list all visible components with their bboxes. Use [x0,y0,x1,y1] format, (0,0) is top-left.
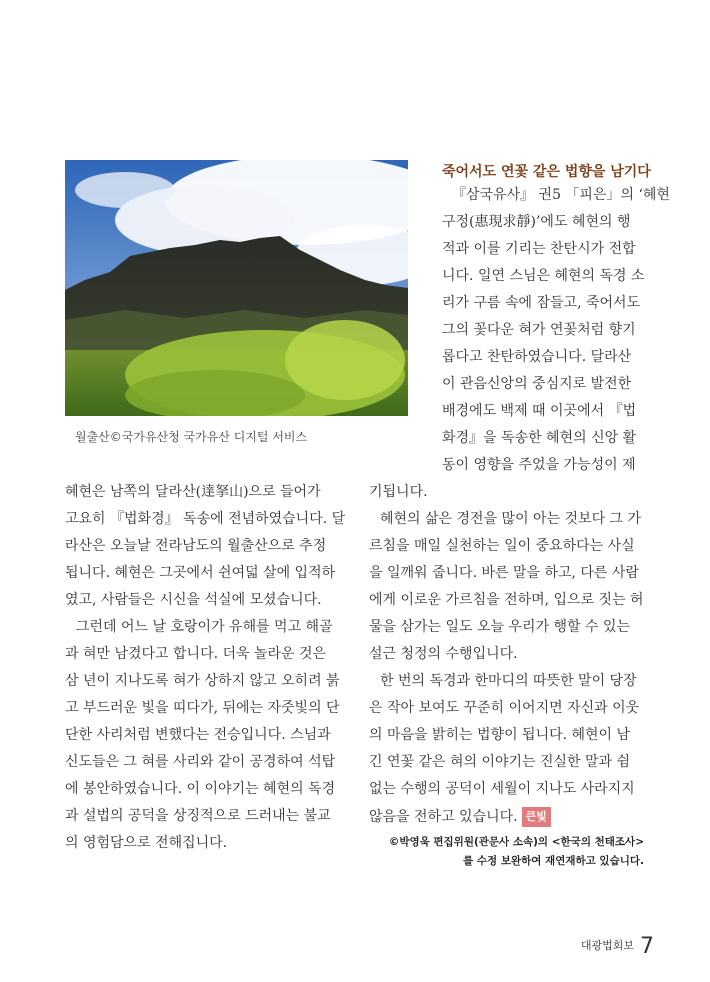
right-col-line: 설근 청정의 수행입니다. [369,646,518,662]
left-col-line: 신도들은 그 혀를 사리와 같이 공경하여 석탑 [65,754,336,770]
right-col-line: 그의 꽃다운 혀가 연꽃처럼 향기 [442,322,636,338]
left-col-line: 의 영험담으로 전해집니다. [65,835,228,851]
page-number: 7 [640,934,654,959]
right-col-line-text: 않음을 전하고 있습니다. [369,809,518,825]
left-col-line: 였고, 사람들은 시신을 석실에 모셨습니다. [65,592,322,608]
mountain-photo [65,160,408,416]
credit-line-1: ©박영욱 편집위원(관문사 소속)의 <한국의 천태조사> [388,836,644,848]
right-col-line: 동이 영향을 주었을 가능성이 제 [442,457,636,473]
left-col-line: 그런데 어느 날 호랑이가 유해를 먹고 해골 [76,619,333,635]
right-col-line: 구정(惠現求靜)’에도 혜현의 행 [442,214,631,230]
left-col-line: 고 부드러운 빛을 띠다가, 뒤에는 자줏빛의 단 [65,700,340,716]
left-col-line: 과 혀만 남겼다고 합니다. 더욱 놀라운 것은 [65,646,327,662]
right-col-line: 없는 수행의 공덕이 세월이 지나도 사라지지 [369,781,635,797]
right-col-line: 을 일깨워 줍니다. 바른 말을 하고, 다른 사람 [369,565,639,581]
section-heading: 죽어서도 연꽃 같은 법향을 남기다 [442,164,651,180]
right-col-line: 혜현의 삶은 경전을 많이 아는 것보다 그 가 [380,511,642,527]
left-col-line: 단한 사리처럼 변했다는 전승입니다. 스님과 [65,727,331,743]
left-col-line: 에 봉안하였습니다. 이 이야기는 혜현의 독경 [65,781,336,797]
left-col-line: 과 설법의 공덕을 상징적으로 드러내는 불교 [65,808,331,824]
right-col-line: 『삼국유사』 권5 「피은」의 ‘혜현 [452,187,670,203]
right-col-line: 르침을 매일 실천하는 일이 중요하다는 사실 [369,538,635,554]
right-col-line: 은 작아 보여도 꾸준히 이어지면 자신과 이웃 [369,700,640,716]
left-col-line: 혜현은 남쪽의 달라산(達拏山)으로 들어가 [65,484,321,500]
photo-caption: 월출산©국가유산청 국가유산 디지털 서비스 [75,430,308,444]
right-col-line: 의 마음을 밝히는 법향이 됩니다. 혜현이 남 [369,727,631,743]
right-col-line: 물을 삼가는 일도 오늘 우리가 행할 수 있는 [369,619,631,635]
credit-line-2: 를 수정 보완하여 재연재하고 있습니다. [463,855,644,867]
left-col-line: 삼 년이 지나도록 혀가 상하지 않고 오히려 붉 [65,673,340,689]
right-col-line: 화경』을 독송한 혜현의 신앙 활 [442,430,637,446]
right-col-last-line [369,807,551,827]
right-col-line: 리가 구름 속에 잠들고, 죽어서도 [442,295,641,311]
left-col-line: 됩니다. 혜현은 그곳에서 쉰여덟 살에 입적하 [65,565,336,581]
left-col-line: 고요히 『법화경』 독송에 전념하였습니다. 달 [65,511,346,527]
publication-name: 대광법회보 [580,939,634,952]
right-col-line: 긴 연꽃 같은 혀의 이야기는 진실한 말과 쉼 [369,754,631,770]
right-col-line: 에게 이로운 가르침을 전하며, 입으로 짓는 허 [369,592,644,608]
right-col-line: 이 관음신앙의 중심지로 발전한 [442,376,632,392]
right-col-line: 배경에도 백제 때 이곳에서 『법 [442,403,637,419]
right-col-line: 니다. 일연 스님은 혜현의 독경 소 [442,268,645,284]
right-col-line: 한 번의 독경과 한마디의 따뜻한 말이 당장 [380,673,637,689]
right-col-line: 적과 이를 기리는 찬탄시가 전합 [442,241,636,257]
page-footer [581,934,654,959]
right-col-line: 롭다고 찬탄하였습니다. 달라산 [442,349,632,365]
signature-badge: 큰빛 [522,807,551,827]
left-col-line: 라산은 오늘날 전라남도의 월출산으로 추정 [65,538,327,554]
right-col-line: 기됩니다. [369,484,428,500]
